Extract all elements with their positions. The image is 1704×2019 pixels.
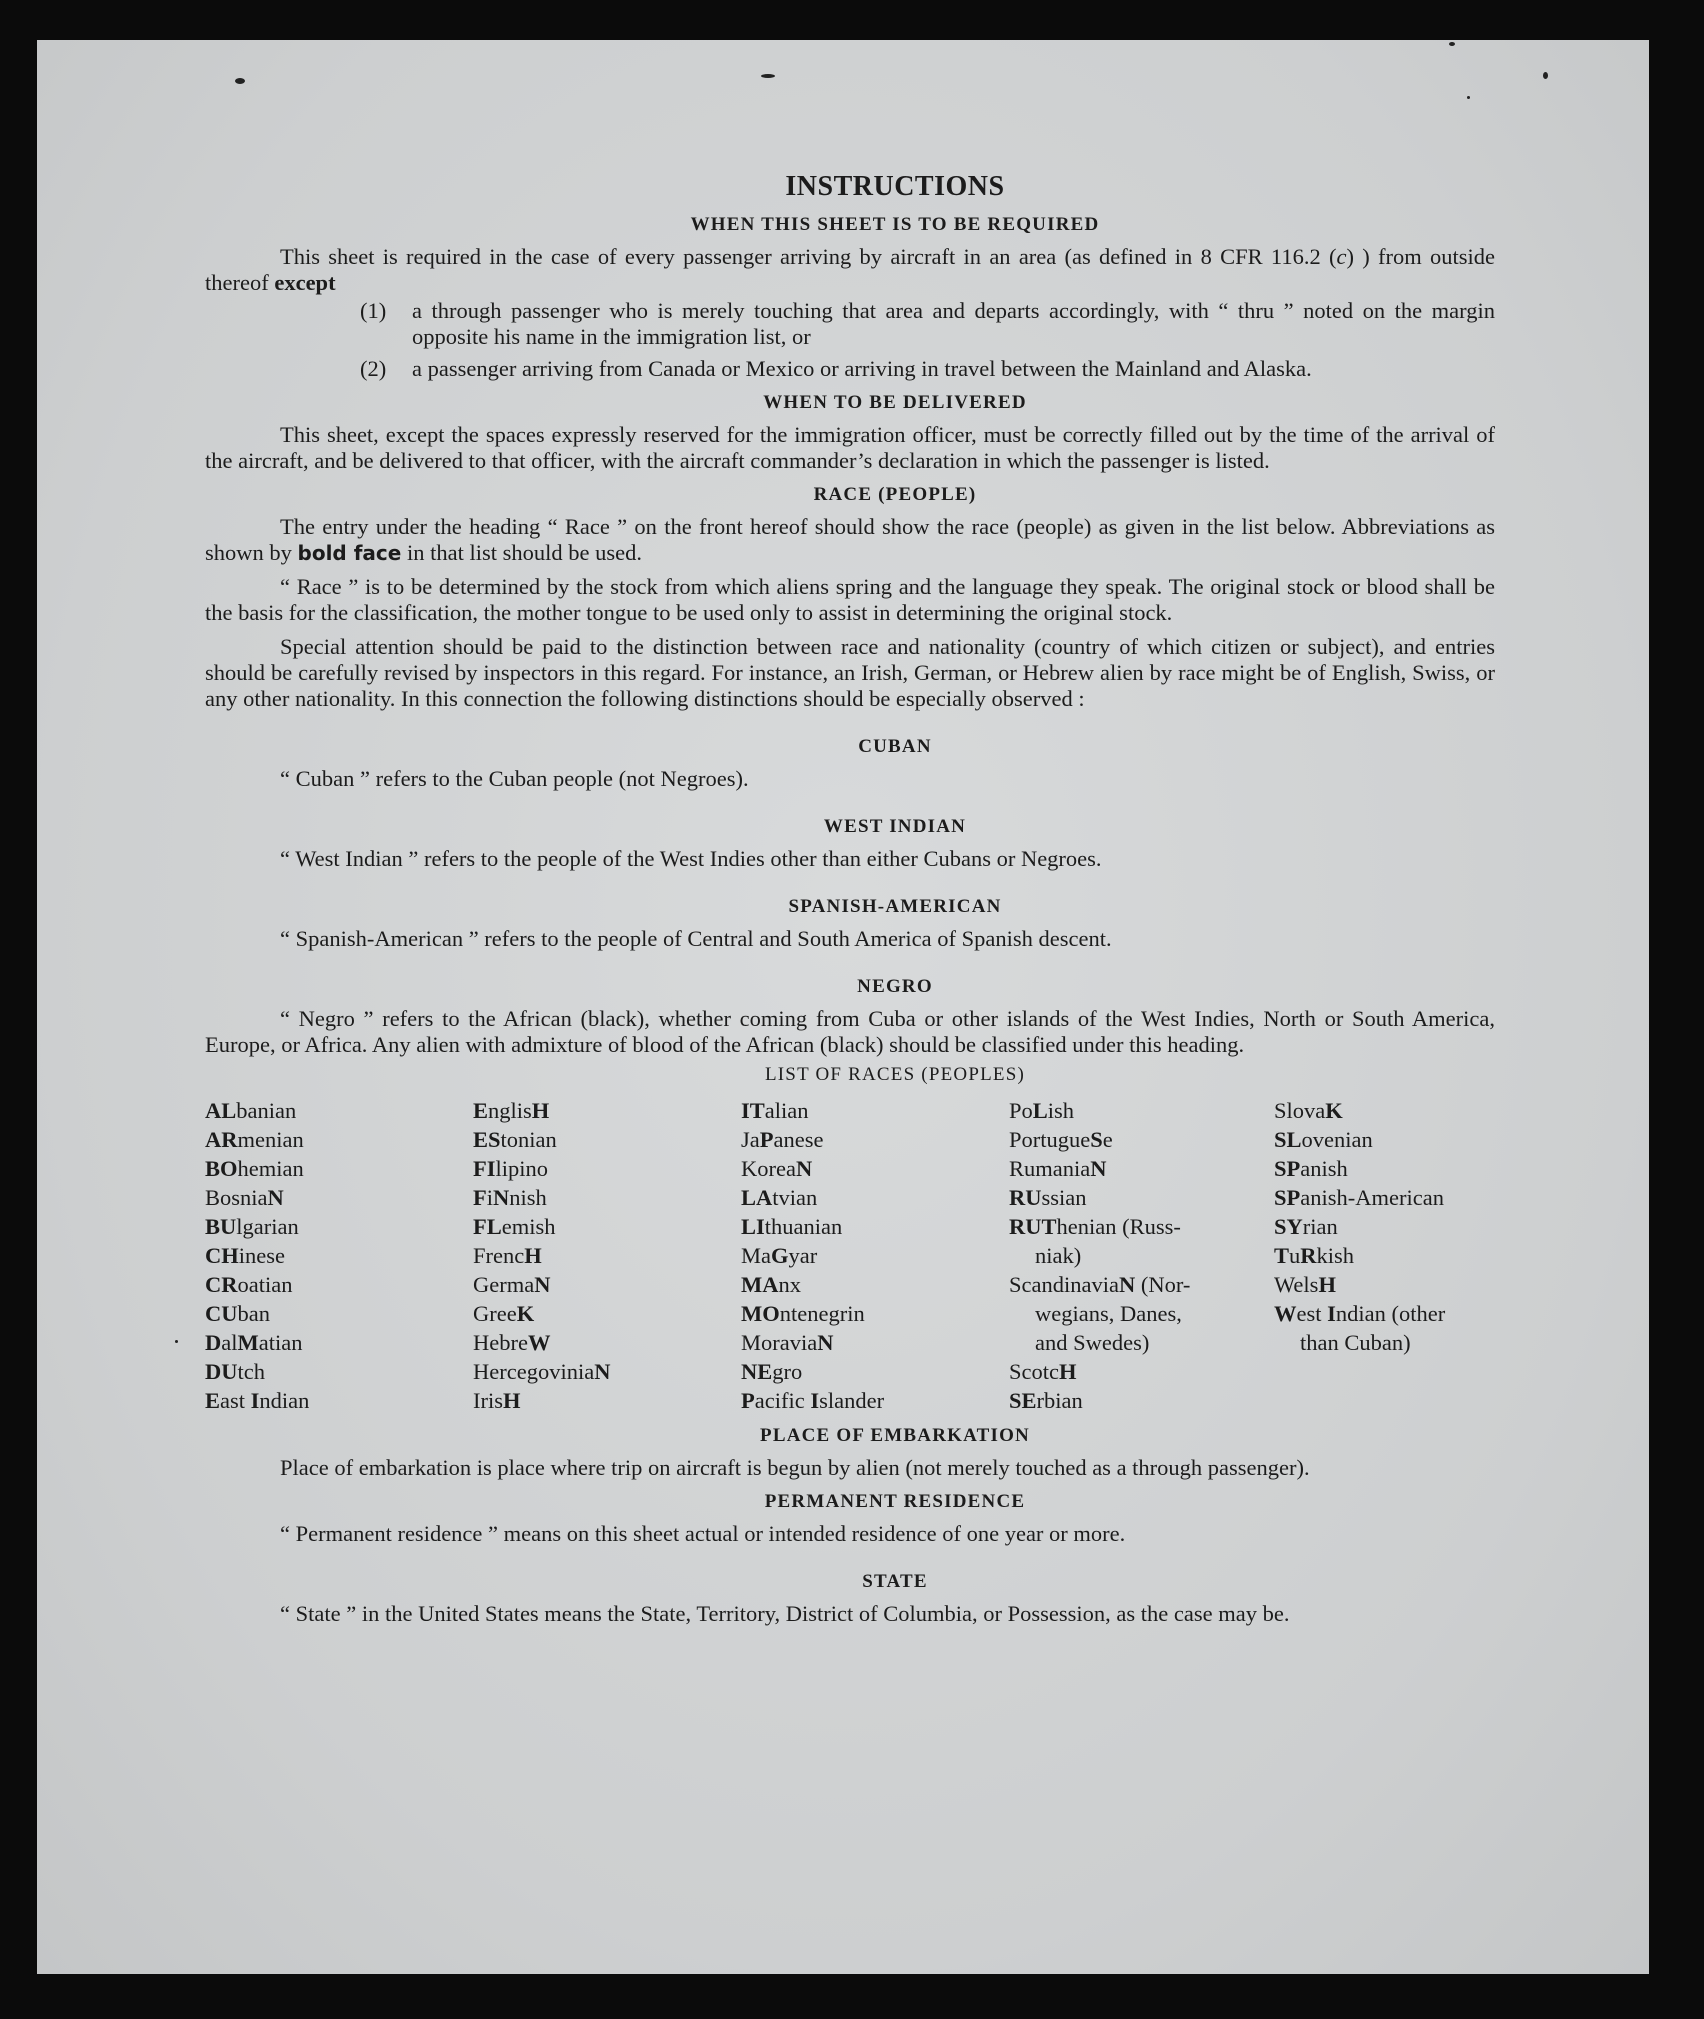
race-entry: SPanish (1274, 1156, 1348, 1181)
race-entry: SlovaK (1274, 1098, 1343, 1123)
instructions-content (205, 170, 1495, 1627)
race-entry: ScandinaviaN (Nor- (1009, 1272, 1191, 1297)
race-entry: BOhemian (205, 1156, 304, 1181)
race-entry: BUlgarian (205, 1214, 299, 1239)
residence-text: “ Permanent residence ” means on this sheet actual or intended residence of one year or more. (280, 1521, 1126, 1546)
race-entry-continuation: than Cuban) (1300, 1330, 1411, 1355)
race-entry: WelsH (1274, 1272, 1336, 1297)
section-heading-negro: NEGRO (857, 976, 933, 997)
section-heading-when-required: WHEN THIS SHEET IS TO BE REQUIRED (690, 214, 1100, 235)
race-entry: SLovenian (1274, 1127, 1373, 1152)
section-heading-race: RACE (PEOPLE) (813, 484, 977, 505)
race-entry: DalMatian (205, 1330, 303, 1355)
section-heading-spanish-american: SPANISH-AMERICAN (788, 896, 1002, 917)
race-paragraph: Special attention should be paid to the distinction between race and nationality (country of which citizen or subject), and entries should be carefully revised by inspectors in this regard. For instance, an Irish, German, or Hebrew alien by race might be of English, Swiss, or any other nationality. In this connection the following distinctions should be especially observed : (205, 634, 1495, 711)
races-column (741, 1096, 1009, 1415)
race-entry: HebreW (473, 1330, 551, 1355)
race-entry: DUtch (205, 1359, 265, 1384)
scan-speck (1543, 72, 1548, 79)
race-entry: PoLish (1009, 1098, 1075, 1123)
race-entry: JaPanese (741, 1127, 824, 1152)
scan-speck (761, 74, 775, 78)
race-paragraph: “ Race ” is to be determined by the stock from which aliens spring and the language they speak. The original stock or blood shall be the basis for the classification, the mother tongue to be used only to assist in determining the original stock. (205, 574, 1495, 625)
exception-item: (1) a through passenger who is merely touching that area and departs accordingly, with “ thru ” noted on the margin opposite his name in the immigration list, or (360, 298, 1495, 349)
scan-speck (1467, 96, 1470, 99)
race-entry: EStonian (473, 1127, 557, 1152)
race-entry: BosniaN (205, 1185, 284, 1210)
race-entry: RUssian (1009, 1185, 1087, 1210)
race-entry: CHinese (205, 1243, 285, 1268)
race-entry: CRoatian (205, 1272, 293, 1297)
race-entry: ALbanian (205, 1098, 297, 1123)
race-entry: SYrian (1274, 1214, 1338, 1239)
section-heading-residence: PERMANENT RESIDENCE (764, 1491, 1026, 1512)
scan-speck (235, 78, 245, 84)
race-entry: ARmenian (205, 1127, 304, 1152)
race-entry: East Indian (205, 1388, 310, 1413)
races-list (205, 1096, 1495, 1415)
race-entry: FiNnish (473, 1185, 547, 1210)
race-entry: FrencH (473, 1243, 542, 1268)
when-required-intro: This sheet is required in the case of every passenger arriving by aircraft in an area (as defined in 8 CFR 116.2 (c) ) from outside thereof except (205, 244, 1496, 295)
races-column (1274, 1096, 1495, 1415)
race-entry: HercegoviniaN (473, 1359, 611, 1384)
section-heading-when-delivered: WHEN TO BE DELIVERED (763, 392, 1027, 413)
race-entry: LAtvian (741, 1185, 818, 1210)
race-entry: LIthuanian (741, 1214, 843, 1239)
race-entry: MAnx (741, 1272, 801, 1297)
race-entry: NEgro (741, 1359, 803, 1384)
page-title: INSTRUCTIONS (785, 171, 1005, 202)
race-entry: ITalian (741, 1098, 809, 1123)
race-entry: FLemish (473, 1214, 556, 1239)
spanish-american-text: “ Spanish-American ” refers to the people of Central and South America of Spanish descent. (280, 926, 1112, 951)
exception-item: (2) a passenger arriving from Canada or Mexico or arriving in travel between the Mainland and Alaska. (360, 356, 1312, 381)
race-entry: KoreaN (741, 1156, 813, 1181)
when-delivered-text: This sheet, except the spaces expressly reserved for the immigration officer, must be correctly filled out by the time of the arrival of the aircraft, and be delivered to that officer, with the aircraft commander’s declaration in which the passenger is listed. (205, 422, 1495, 473)
race-entry: EnglisH (473, 1098, 550, 1123)
race-entry: RUThenian (Russ- (1009, 1214, 1181, 1239)
race-entry: West Indian (other (1274, 1301, 1446, 1326)
race-entry: ScotcH (1009, 1359, 1077, 1384)
race-entry-continuation: wegians, Danes, (1035, 1301, 1182, 1326)
west-indian-text: “ West Indian ” refers to the people of the West Indies other than either Cubans or Negroes. (280, 846, 1102, 871)
race-paragraph: The entry under the heading “ Race ” on the front hereof should show the race (people) as given in the list below. Abbreviations as shown by bold face in that list should be used. (205, 514, 1495, 565)
cuban-text: “ Cuban ” refers to the Cuban people (not Negroes). (280, 766, 749, 791)
race-entry: Pacific Islander (741, 1388, 885, 1413)
race-entry: CUban (205, 1301, 270, 1326)
race-entry: SPanish-American (1274, 1185, 1444, 1210)
race-entry: FIlipino (473, 1156, 549, 1181)
race-entry: MOntenegrin (741, 1301, 865, 1326)
section-heading-west-indian: WEST INDIAN (823, 816, 967, 837)
race-entry: SErbian (1009, 1388, 1083, 1413)
race-entry-continuation: and Swedes) (1035, 1330, 1150, 1355)
negro-text: “ Negro ” refers to the African (black), whether coming from Cuba or other islands of the West Indies, North or South America, Europe, or Africa. Any alien with admixture of blood of the African (black) should be classified under this heading. (205, 1006, 1495, 1057)
race-entry: IrisH (473, 1388, 521, 1413)
race-entry: RumaniaN (1009, 1156, 1107, 1181)
race-entry-continuation: niak) (1035, 1243, 1082, 1268)
section-heading-cuban: CUBAN (858, 736, 932, 757)
embarkation-text: Place of embarkation is place where trip on aircraft is begun by alien (not merely touched as a through passenger). (280, 1455, 1310, 1480)
section-heading-embarkation: PLACE OF EMBARKATION (760, 1425, 1030, 1446)
races-column (473, 1096, 741, 1415)
section-heading-state: STATE (862, 1571, 928, 1592)
race-entry: MoraviaN (741, 1330, 834, 1355)
scan-speck (1449, 42, 1455, 46)
race-entry: PortugueSe (1009, 1127, 1113, 1152)
scan-speck (175, 1340, 178, 1343)
races-column (1009, 1096, 1274, 1415)
race-entry: MaGyar (741, 1243, 818, 1268)
race-entry: GermaN (473, 1272, 551, 1297)
races-column (205, 1096, 473, 1415)
race-entry: TuRkish (1274, 1243, 1355, 1268)
section-heading-list-of-races: LIST OF RACES (PEOPLES) (764, 1064, 1026, 1085)
race-entry: GreeK (473, 1301, 535, 1326)
state-text: “ State ” in the United States means the State, Territory, District of Columbia, or Possession, as the case may be. (280, 1601, 1290, 1626)
